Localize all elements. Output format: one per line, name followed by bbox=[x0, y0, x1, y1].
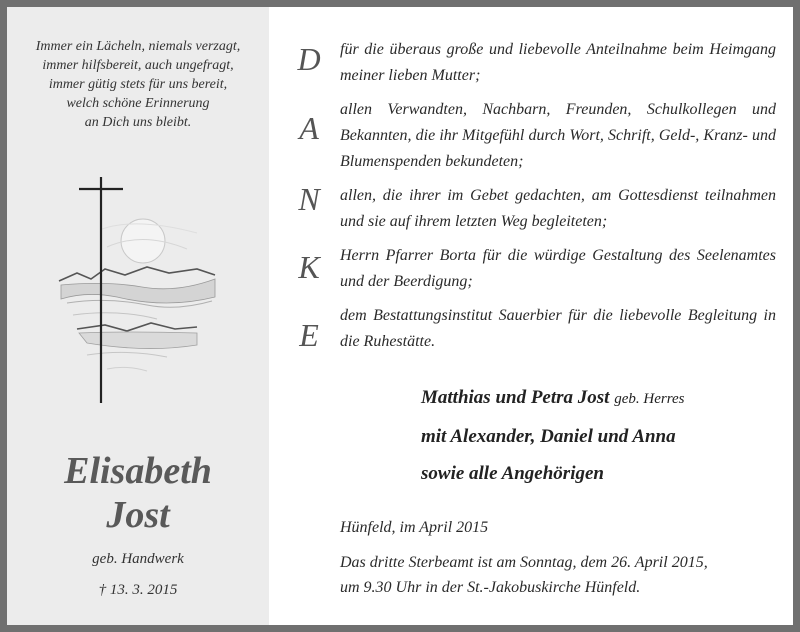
poem-line: immer gütig stets für uns bereit, bbox=[48, 77, 228, 92]
left-panel bbox=[7, 7, 269, 625]
sun-icon bbox=[102, 219, 197, 263]
death-date: † 13. 3. 2015 bbox=[98, 582, 178, 598]
thanks-paragraph: Herrn Pfarrer Borta für die würdige Gestaltung des Seelenamtes und der Beerdigung; bbox=[340, 247, 776, 290]
poem-line: an Dich uns bleibt. bbox=[84, 115, 192, 130]
thanks-paragraph: dem Bestattungsinstitut Sauerbier für die liebevolle Begleitung in die Ruhestätte. bbox=[340, 307, 776, 350]
mass-info-line: um 9.30 Uhr in der St.-Jakobuskirche Hünfeld. bbox=[340, 579, 641, 596]
danke-letter: N bbox=[298, 181, 320, 217]
place-date: Hünfeld, im April 2015 bbox=[340, 519, 489, 536]
signature-names: Matthias und Petra Jost bbox=[421, 387, 610, 408]
thanks-paragraph: allen Verwandten, Nachbarn, Freunden, Schulkollegen und Bekannten, die ihr Mitgefühl durch Wort, Schrift, Geld-, Kranz- und Blumenspenden bekundeten; bbox=[340, 101, 776, 170]
signature-line: sowie alle Angehörigen bbox=[421, 463, 604, 484]
signature-note: geb. Herres bbox=[614, 391, 685, 407]
memorial-poem bbox=[17, 37, 259, 132]
poem-line: welch schöne Erinnerung bbox=[66, 96, 210, 111]
birth-name: geb. Handwerk bbox=[92, 551, 184, 567]
danke-letter: D bbox=[297, 41, 321, 77]
danke-letter: E bbox=[299, 317, 319, 353]
danke-letter: A bbox=[299, 110, 319, 146]
thanks-paragraph: für die überaus große und liebevolle Anteilnahme beim Heimgang meiner lieben Mutter; bbox=[340, 41, 776, 84]
poem-line: immer hilfsbereit, auch ungefragt, bbox=[42, 58, 234, 73]
mass-info-line: Das dritte Sterbeamt ist am Sonntag, dem 26. April 2015, bbox=[340, 554, 708, 571]
poem-line: Immer ein Lächeln, niemals verzagt, bbox=[35, 39, 241, 54]
deceased-first-name: Elisabeth bbox=[64, 450, 212, 492]
signature-line: mit Alexander, Daniel und Anna bbox=[421, 426, 676, 447]
cross-landscape-drawing bbox=[47, 169, 222, 409]
signature-line bbox=[421, 387, 684, 409]
danke-letter: K bbox=[298, 249, 320, 285]
hills-icon bbox=[59, 267, 215, 371]
thanks-paragraph: allen, die ihrer im Gebet gedachten, am Gottesdienst teilnahmen und sie auf ihrem letzten Weg begleiteten; bbox=[340, 187, 776, 230]
deceased-last-name: Jost bbox=[106, 494, 170, 536]
